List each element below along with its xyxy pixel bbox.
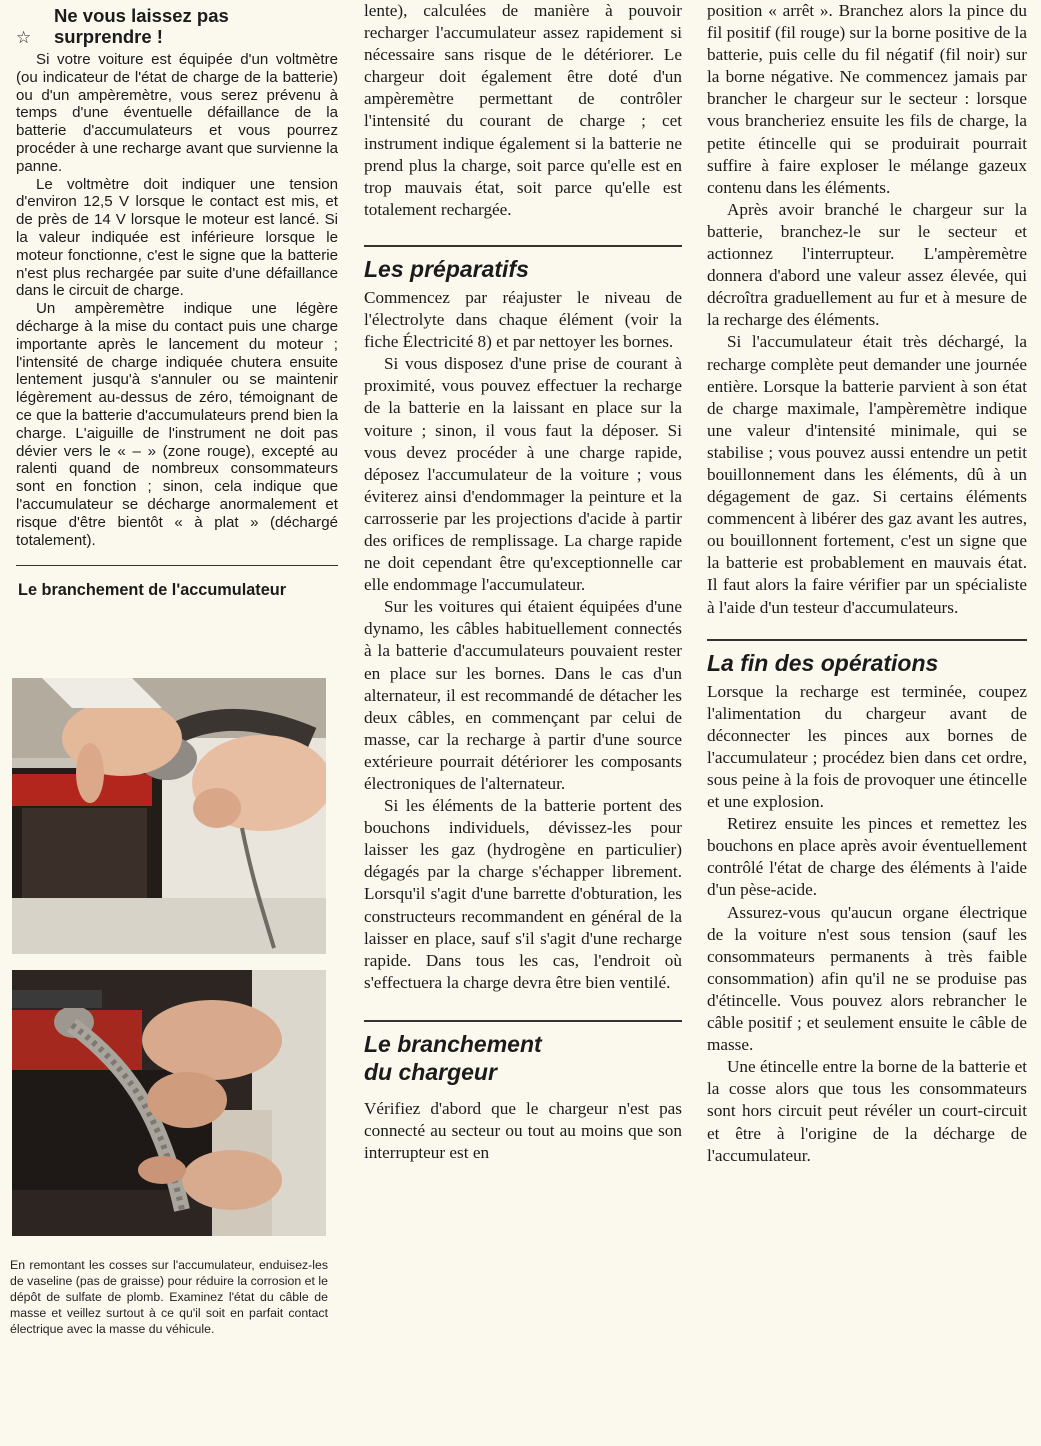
col3-paragraph-1: position « arrêt ». Branchez alors la pince du fil positif (fil rouge) sur la borne positive de la batterie, puis celle du fil négatif (fil noir) sur la borne négative. Ne commencez jamais par brancher le chargeur sur le secteur : lorsque vous brancheriez ensuite les fils de charge, la petite étincelle qui se produirait pourrait suffire à faire exploser le mélange gazeux contenu dans les éléments. — [707, 1, 1027, 197]
col3-paragraph-7: Une étincelle entre la borne de la batterie et la cosse alors que tous les consommateurs sont hors circuit peut révéler un court-circuit et être à l'origine de la décharge de l'accumulateur. — [707, 1057, 1027, 1165]
section-title-branchement — [364, 1022, 682, 1098]
column-3 — [707, 0, 1027, 1167]
box-title — [16, 5, 338, 47]
col2-paragraph-4: Si les éléments de la batterie portent des bouchons individuels, dévissez-les pour laisser les gaz (hydrogène en particulier) dégagés par la charge s'échapper librement. Lorsqu'il s'agit d'une barrette d'obturation, les constructeurs recommandent en général de la laisser en place, sauf s'il s'agit d'une recharge rapide. Dans tous les cas, l'endroit où s'effectuera la charge devra être bien ventilé. — [364, 796, 682, 992]
column-2 — [364, 0, 682, 1164]
col2-paragraph-5: Vérifiez d'abord que le chargeur n'est pas connecté au secteur ou tout au moins que son interrupteur est en — [364, 1098, 682, 1163]
section-title-line2: du chargeur — [364, 1058, 497, 1085]
col3-paragraph-3: Si l'accumulateur était très déchargé, la recharge complète peut demander une journée entière. Lorsque la batterie parvient à son état de charge maximale, l'ampèremètre indique une valeur d'intensité minimale, qui se stabilise ; vous pouvez aussi entendre un petit bouillonnement dans les éléments, dû à un dégagement de gaz. Si certains éléments commencent à libérer des gaz avant les autres, ou bouillonnent fortement, c'est un signe que la batterie est probablement en mauvais état. Il faut alors la faire vérifier par un spécialiste à l'aide d'un testeur d'accumulateurs. — [707, 332, 1027, 617]
photo-caption: En remontant les cosses sur l'accumulateur, enduisez-les de vaseline (pas de graisse) pour réduire la corrosion et le dépôt de sulfate de plomb. Examinez l'état du câble de masse et veillez surtout à ce qu'il soit en parfait contact électrique avec la masse du véhicule. — [10, 1258, 328, 1336]
section-title-preparatifs: Les préparatifs — [364, 255, 529, 282]
section-title-line1: Le branchement — [364, 1030, 542, 1057]
col3-paragraph-6: Assurez-vous qu'aucun organe électrique de la voiture n'est sous tension (sauf les consommateurs permanents à très faible consommation) afin qu'il ne se produise pas d'étincelle. Vous pouvez alors rebrancher le câble positif ; et seulement ensuite le câble de masse. — [707, 902, 1027, 1055]
photo-battery-terminal — [12, 678, 326, 954]
photo-ground-cable — [12, 970, 326, 1236]
col2-paragraph-1: Commencez par réajuster le niveau de l'électrolyte dans chaque élément (voir la fiche Électricité 8) et par nettoyer les bornes. — [364, 287, 682, 352]
photo-section-title: Le branchement de l'accumulateur — [18, 581, 287, 600]
col2-intro: lente), calculées de manière à pouvoir recharger l'accumulateur assez rapidement si nécessaire sans risque de le détériorer. Le chargeur doit également être doté d'un ampèremètre permettant de contrôler l'intensité du courant de charge ; cet instrument indique également si la batterie ne prend plus la charge, soit parce qu'elle est en trop mauvais état, soit parce qu'elle est totalement rechargée. — [364, 1, 682, 219]
col1-paragraph-1: Si votre voiture est équipée d'un voltmètre (ou indicateur de l'état de charge de la batterie) ou d'un ampèremètre, vous serez prévenu à temps d'une éventuelle défaillance de la batterie d'accumulateurs et vous pourrez procéder à une recharge avant que survienne la panne. — [16, 51, 338, 175]
col3-paragraph-4: Lorsque la recharge est terminée, coupez l'alimentation du chargeur avant de déconnecter les pinces aux bornes de l'accumulateur ; procédez bien dans cet ordre, sous peine à la fois de provoquer une étincelle et une explosion. — [707, 681, 1027, 812]
star-icon: ☆ — [16, 28, 32, 47]
col3-paragraph-5: Retirez ensuite les pinces et remettez les bouchons en place après avoir éventuellement contrôlé l'état de charge des éléments à l'aide d'un pèse-acide. — [707, 814, 1027, 900]
col1-paragraph-3: Un ampèremètre indique une légère décharge à la mise du contact puis une charge importante après le lancement du moteur ; l'intensité de charge indiquée chutera ensuite lentement jusqu'à s'annuler ou se maintenir légèrement au-dessus de zéro, témoignant de ce que la batterie d'accumulateurs prend bien la charge. L'aiguille de l'instrument ne doit pas dévier vers le « – » (zone rouge), excepté au ralenti quand de nombreux consommateurs sont en fonction ; sinon, cela indique que l'accumulateur se décharge anormalement et risque d'être bientôt « à plat » (déchargé totalement). — [16, 300, 338, 549]
box-title-line1: Ne vous laissez pas — [54, 5, 229, 26]
box-title-line2: surprendre ! — [54, 26, 163, 47]
col2-paragraph-2: Si vous disposez d'une prise de courant à proximité, vous pouvez effectuer la recharge de la batterie en la laissant en place sur la voiture ; sinon, il vous faut la déposer. Si vous devez procéder à une charge rapide, déposez l'accumulateur de la voiture ; vous éviterez ainsi d'endommager la peinture et la carrosserie par les projections d'acide à partir des orifices de remplissage. La charge rapide ne doit cependant être qu'exceptionnelle car elle endommage l'accumulateur. — [364, 354, 682, 595]
section-title-fin: La fin des opérations — [707, 649, 939, 676]
col1-paragraph-2: Le voltmètre doit indiquer une tension d'environ 12,5 V lorsque le contact est mis, et de près de 14 V lorsque le moteur est lancé. Si la valeur indiquée est inférieure lorsque le moteur fonctionne, c'est le signe que la batterie n'est plus rechargée par suite d'une défaillance dans le circuit de charge. — [16, 175, 338, 300]
column-1 — [16, 0, 338, 610]
col2-paragraph-3: Sur les voitures qui étaient équipées d'une dynamo, les câbles habituellement connectés à la batterie d'accumulateurs pouvaient rester en place sur les bornes. Dans le cas d'un alternateur, il est recommandé de détacher les deux câbles, en commençant par celui de masse, car la recharge à partir d'une source extérieure pourrait détériorer les composants électroniques de l'alternateur. — [364, 597, 682, 793]
col3-paragraph-2: Après avoir branché le chargeur sur la batterie, branchez-le sur le secteur et actionnez l'interrupteur. L'ampèremètre donnera d'abord une valeur assez élevée, qui décroîtra graduellement au fur et à mesure de la recharge des éléments. — [707, 199, 1027, 330]
